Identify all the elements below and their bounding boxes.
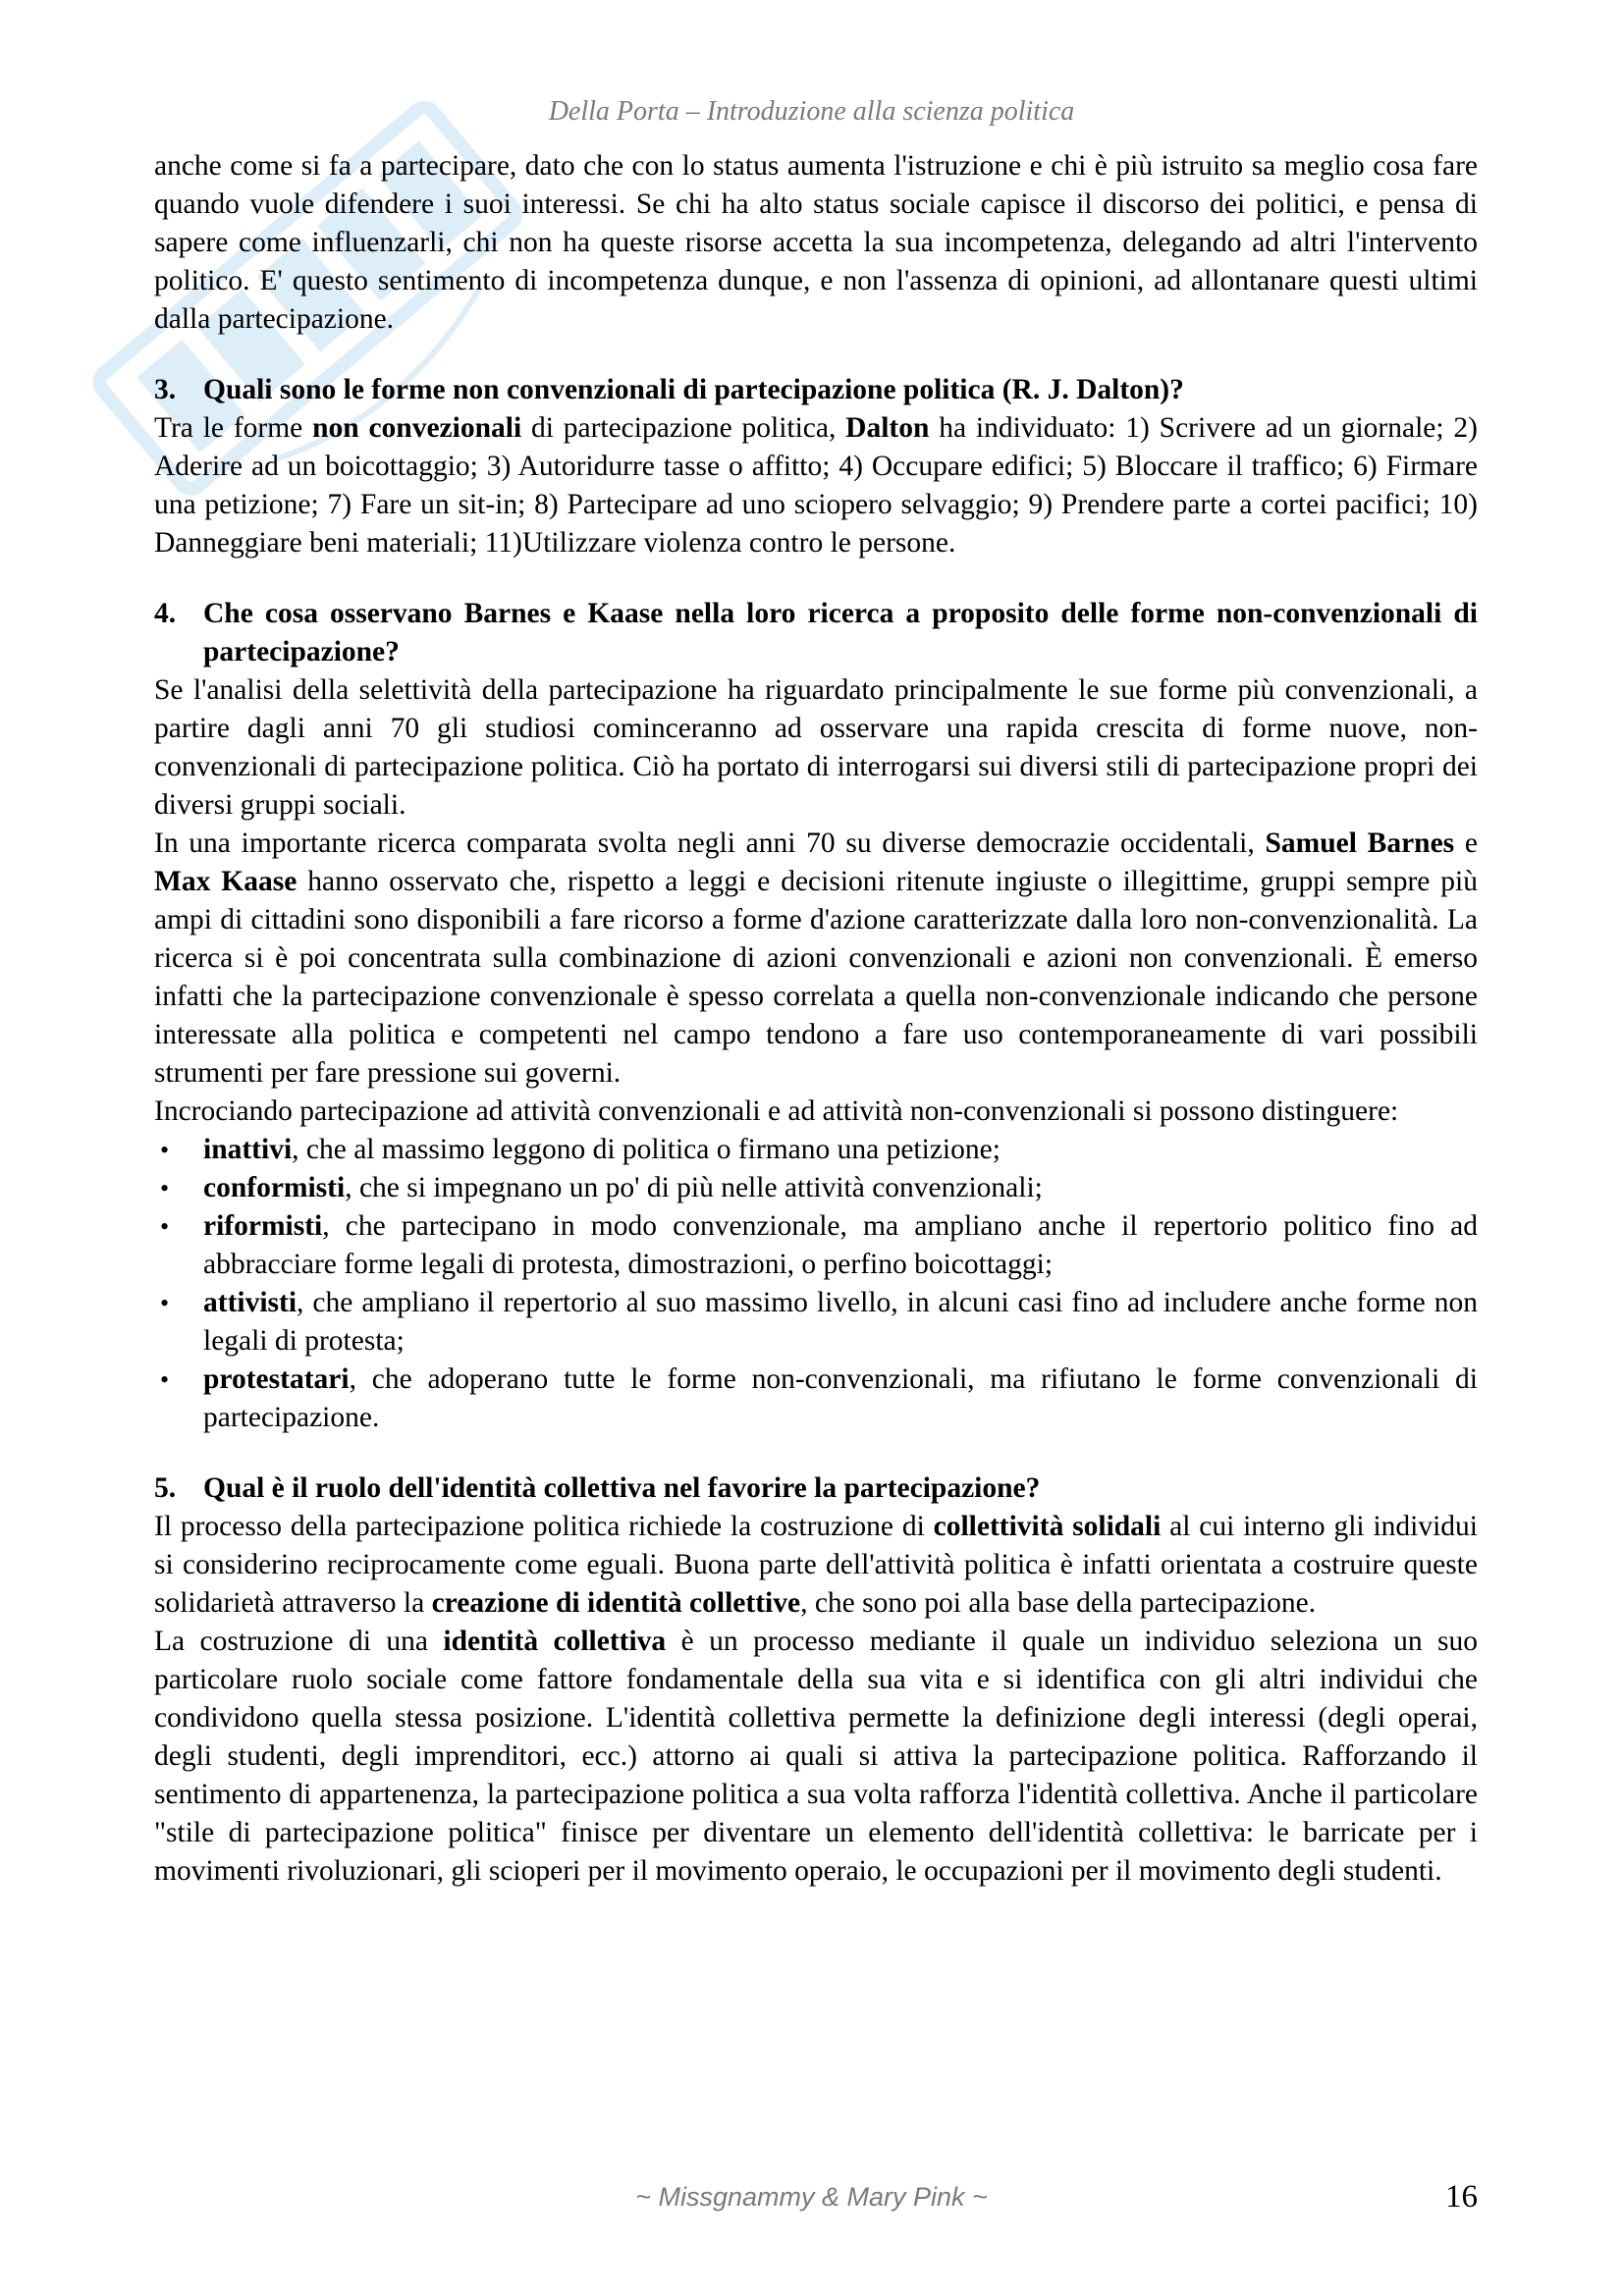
q5-paragraph-1: Il processo della partecipazione politica richiede la costruzione di collettività solidali al cui interno gli individui si considerino reciprocamente come eguali. Buona parte dell'attività politica è infatti orientata a costruire queste solidarietà attraverso la creazione di identità collettive, che sono poi alla base della partecipazione. [154, 1511, 1478, 1619]
page-content [154, 147, 1478, 1891]
bullet-icon: • [160, 1174, 170, 1202]
q3-paragraph: Tra le forme non convezionali di partecipazione politica, Dalton ha individuato: 1) Scrivere ad un giornale; 2) Aderire ad un boicottaggio; 3) Autoridurre tasse o affitto; 4) Occupare edifici; 5) Bloccare il traffico; 6) Firmare una petizione; 7) Fare un sit-in; 8) Partecipare ad uno sciopero selvaggio; 9) Prendere parte a cortei pacifici; 10) Danneggiare beni materiali; 11)Utilizzare violenza contro le persone. [154, 412, 1478, 559]
question-title: Quali sono le forme non convenzionali di partecipazione politica (R. J. Dalton)? [203, 374, 1184, 405]
page-number: 16 [1445, 2179, 1478, 2215]
q4-paragraph-3: Incrociando partecipazione ad attività convenzionali e ad attività non-convenzionali si possono distinguere: [154, 1095, 1399, 1127]
bullet-icon: • [160, 1365, 170, 1394]
bullet-icon: • [160, 1289, 170, 1317]
list-item: • riformisti, che partecipano in modo convenzionale, ma ampliano anche il repertorio politico fino ad abbracciare forme legali di protesta, dimostrazioni, o perfino boicottaggi; [154, 1207, 1478, 1284]
page-footer: ~ Missgnammy & Mary Pink ~ [635, 2182, 988, 2212]
question-5-heading [154, 1469, 1478, 1508]
bullet-icon: • [160, 1212, 170, 1241]
list-item: • inattivi, che al massimo leggono di politica o firmano una petizione; [154, 1131, 1478, 1169]
question-4-heading [154, 595, 1478, 671]
question-number: 5. [154, 1472, 177, 1504]
q4-paragraph-1: Se l'analisi della selettività della partecipazione ha riguardato principalmente le sue forme più convenzionali, a partire dagli anni 70 gli studiosi cominceranno ad osservare una rapida crescita di forme nuove, non-convenzionali di partecipazione politica. Ciò ha portato di interrogarsi sui diversi stili di partecipazione propri dei diversi gruppi sociali. [154, 674, 1478, 821]
intro-paragraph: anche come si fa a partecipare, dato che con lo status aumenta l'istruzione e chi è più istruito sa meglio cosa fare quando vuole difendere i suoi interessi. Se chi ha alto status sociale capisce il discorso dei politici, e pensa di sapere come influenzarli, chi non ha queste risorse accetta la sua incompetenza, delegando ad altri l'intervento politico. E' questo sentimento di incompetenza dunque, e non l'assenza di opinioni, ad allontanare questi ultimi dalla partecipazione. [154, 150, 1478, 335]
participation-types-list [154, 1131, 1478, 1437]
question-number: 4. [154, 598, 177, 629]
page-header: Della Porta – Introduzione alla scienza politica [548, 96, 1075, 127]
list-item: • attivisti, che ampliano il repertorio al suo massimo livello, in alcuni casi fino ad includere anche forme non legali di protesta; [154, 1284, 1478, 1361]
bullet-icon: • [160, 1136, 170, 1164]
question-number: 3. [154, 374, 177, 405]
list-item: • protestatari, che adoperano tutte le forme non-convenzionali, ma rifiutano le forme convenzionali di partecipazione. [154, 1361, 1478, 1437]
question-3-heading [154, 371, 1478, 409]
question-title: Qual è il ruolo dell'identità collettiva nel favorire la partecipazione? [203, 1472, 1041, 1504]
list-item: • conformisti, che si impegnano un po' di più nelle attività convenzionali; [154, 1169, 1478, 1207]
q5-paragraph-2: La costruzione di una identità collettiva è un processo mediante il quale un individuo seleziona un suo particolare ruolo sociale come fattore fondamentale della sua vita e si identifica con gli altri individui che condividono quella stessa posizione. L'identità collettiva permette la definizione degli interessi (degli operai, degli studenti, degli imprenditori, ecc.) attorno ai quali si attiva la partecipazione politica. Rafforzando il sentimento di appartenenza, la partecipazione politica a sua volta rafforza l'identità collettiva. Anche il particolare "stile di partecipazione politica" finisce per diventare un elemento dell'identità collettiva: le barricate per i movimenti rivoluzionari, gli scioperi per il movimento operaio, le occupazioni per il movimento degli studenti. [154, 1626, 1478, 1887]
q4-paragraph-2: In una importante ricerca comparata svolta negli anni 70 su diverse democrazie occidentali, Samuel Barnes e Max Kaase hanno osservato che, rispetto a leggi e decisioni ritenute ingiuste o illegittime, gruppi sempre più ampi di cittadini sono disponibili a fare ricorso a forme d'azione caratterizzate dalla loro non-convenzionalità. La ricerca si è poi concentrata sulla combinazione di azioni convenzionali e azioni non convenzionali. È emerso infatti che la partecipazione convenzionale è spesso correlata a quella non-convenzionale indicando che persone interessate alla politica e competenti nel campo tendono a fare uso contemporaneamente di vari possibili strumenti per fare pressione sui governi. [154, 828, 1478, 1089]
question-title: Che cosa osservano Barnes e Kaase nella loro ricerca a proposito delle forme non-convenzionali di partecipazione? [203, 598, 1478, 667]
